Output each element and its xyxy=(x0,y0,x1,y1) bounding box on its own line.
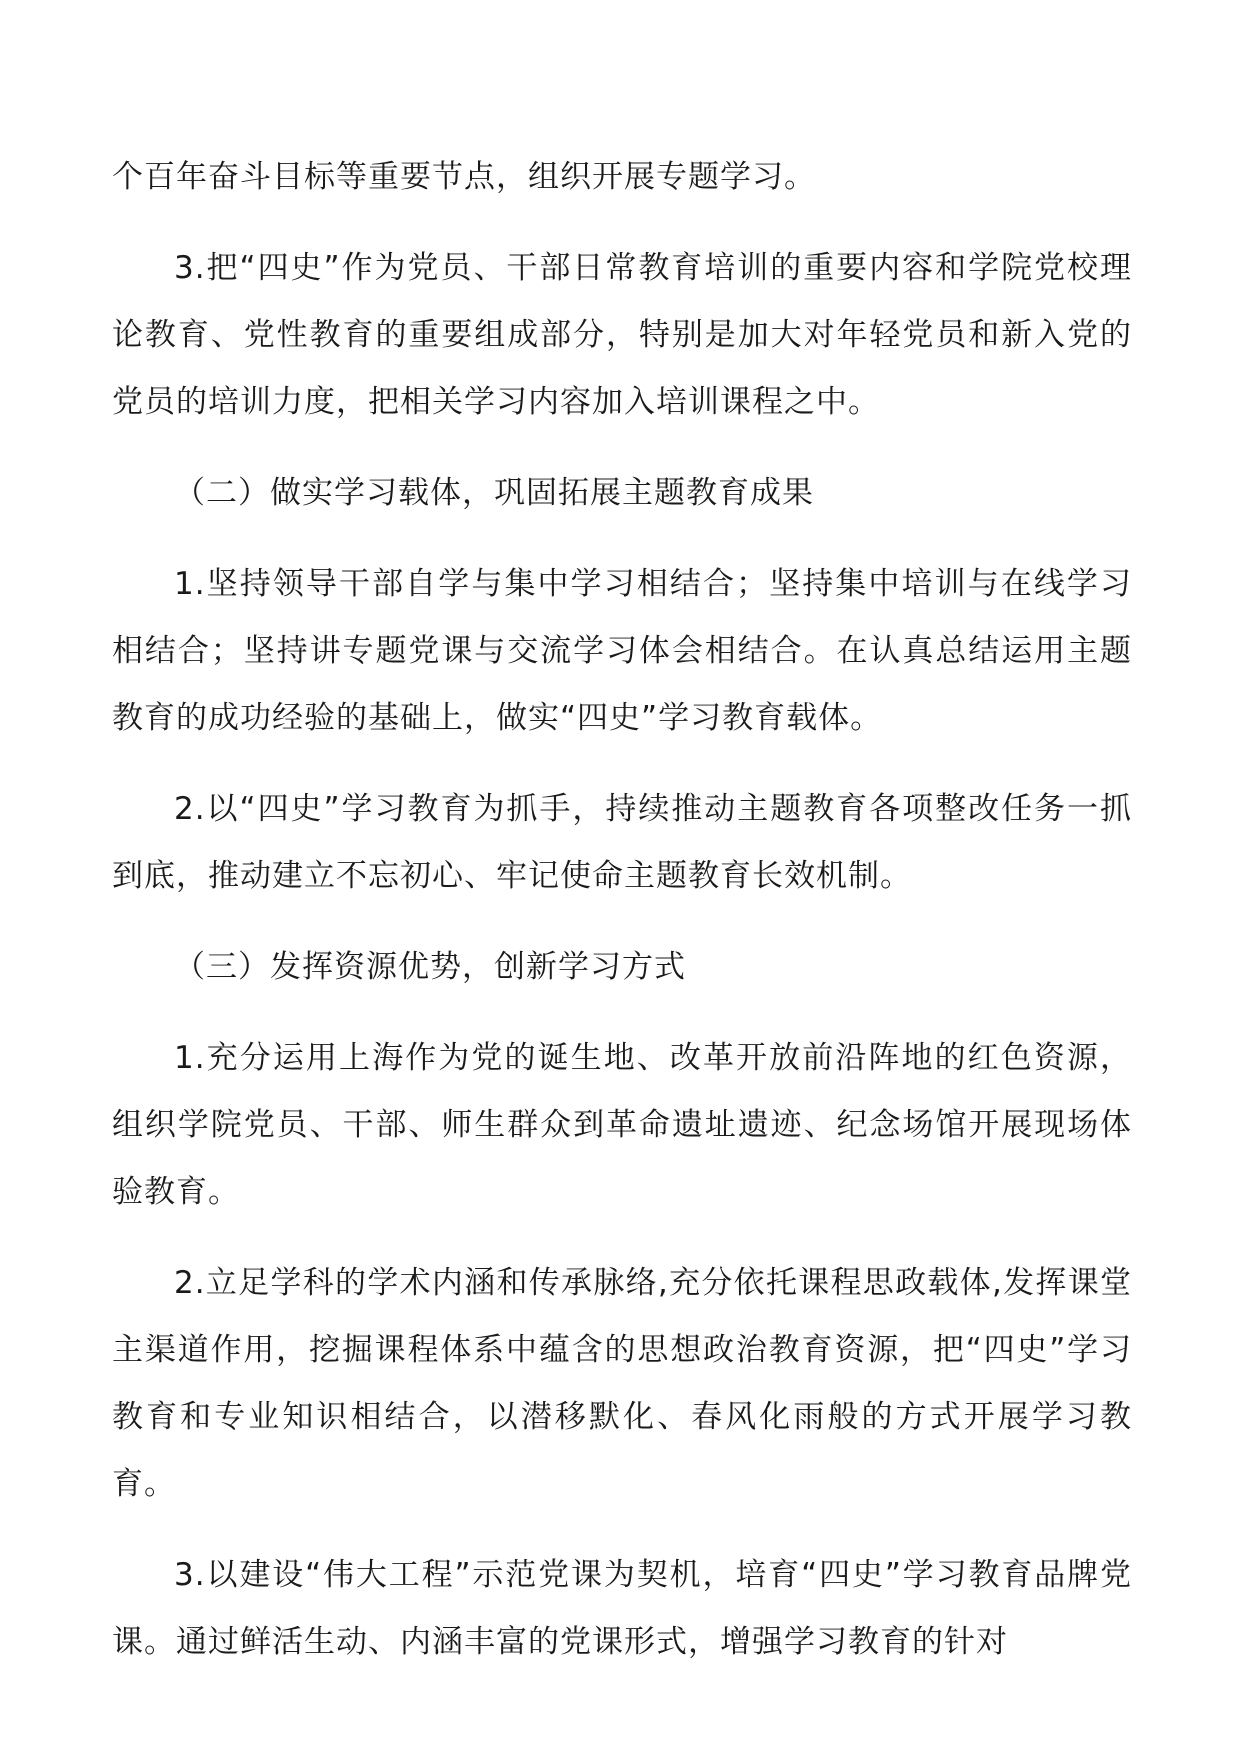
paragraph-item-3: 3.把“四史”作为党员、干部日常教育培训的重要内容和学院党校理论教育、党性教育的重要组成部分，特别是加大对年轻党员和新入党的党员的培训力度，把相关学习内容加入培训课程之中。 xyxy=(112,250,1132,420)
document-body xyxy=(112,144,1132,1700)
paragraph-continuation: 个百年奋斗目标等重要节点，组织开展专题学习。 xyxy=(112,159,816,195)
section-heading-3: （三）发挥资源优势，创新学习方式 xyxy=(174,949,686,985)
section-heading-2: （二）做实学习载体，巩固拓展主题教育成果 xyxy=(174,475,814,511)
paragraph-item-3: 3.以建设“伟大工程”示范党课为契机，培育“四史”学习教育品牌党课。通过鲜活生动、内涵丰富的党课形式，增强学习教育的针对 xyxy=(112,1557,1132,1660)
paragraph-item-1: 1.充分运用上海作为党的诞生地、改革开放前沿阵地的红色资源，组织学院党员、干部、师生群众到革命遗址遗迹、纪念场馆开展现场体验教育。 xyxy=(112,1040,1132,1210)
paragraph-item-2: 2.立足学科的学术内涵和传承脉络,充分依托课程思政载体,发挥课堂主渠道作用，挖掘课程体系中蕴含的思想政治教育资源，把“四史”学习教育和专业知识相结合，以潜移默化、春风化雨般的方式开展学习教育。 xyxy=(112,1265,1132,1502)
paragraph-item-1: 1.坚持领导干部自学与集中学习相结合；坚持集中培训与在线学习相结合；坚持讲专题党课与交流学习体会相结合。在认真总结运用主题教育的成功经验的基础上，做实“四史”学习教育载体。 xyxy=(112,566,1132,736)
paragraph-item-2: 2.以“四史”学习教育为抓手，持续推动主题教育各项整改任务一抓到底，推动建立不忘初心、牢记使命主题教育长效机制。 xyxy=(112,791,1132,894)
